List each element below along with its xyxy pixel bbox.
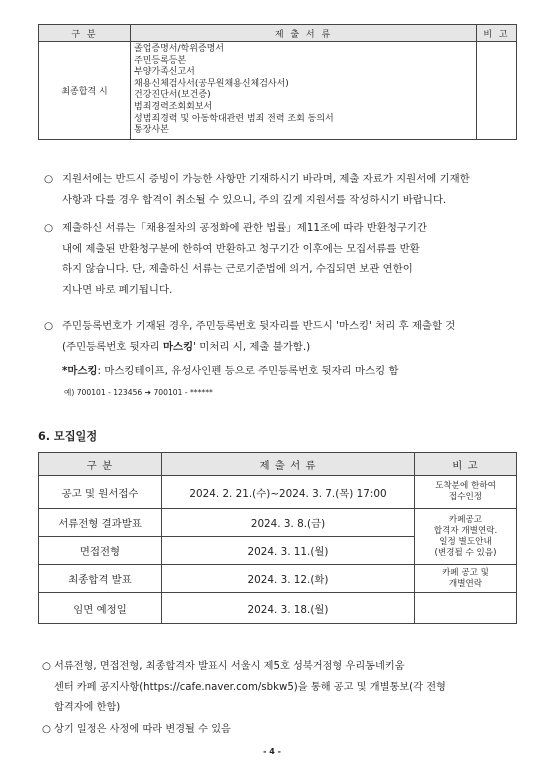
document-item: 부양가족신고서 [134, 67, 195, 78]
remarks-cell [477, 42, 517, 140]
header-documents: 제 출 서 류 [162, 453, 415, 476]
header-remarks: 비 고 [477, 25, 517, 42]
document-item: 성범죄경력 및 아동학대관련 범죄 전력 조회 동의서 [134, 113, 334, 124]
note-announcement: ○ 서류전형, 면접전형, 최종합격자 발표시 서울시 제5호 성북거점형 우리동네키움 센터 카페 공지사항(https://cafe.naver.com/sbkw5)을 통해 공고 및 개별통보(각 전형 합격자에 한함) [42, 657, 522, 719]
note-accuracy: ○ 지원서에는 반드시 증빙이 가능한 사항만 기재하시기 바라며, 제출 자료가 지원서에 기재한 사항과 다를 경우 합격이 취소될 수 있으니, 주의 깊게 지원서를 작성하시기 바랍니다. [44, 169, 524, 210]
masking-example: 예) 700101 - 123456 ➔ 700101 - ****** [64, 388, 213, 397]
note-schedule-change: ○ 상기 일정은 사정에 따라 변경될 수 있음 [42, 720, 522, 741]
documents-cell [131, 42, 477, 140]
header-documents: 제 출 서 류 [131, 25, 477, 42]
remark-cell: 카페공고 합격자 개별연락. 일정 별도안내 (변경될 수 있음) [415, 509, 517, 565]
document-item: 주민등록등본 [134, 55, 187, 66]
document-item: 건강진단서(보건증) [134, 90, 211, 101]
table-row: 서류전형 결과발표 2024. 3. 8.(금) 카페공고 합격자 개별연락. 일정 별도안내 (변경될 수 있음) [39, 509, 517, 537]
remark-cell: 카페 공고 및 개별연락 [415, 565, 517, 593]
table-row: 공고 및 원서접수 2024. 2. 21.(수)~2024. 3. 7.(목) 17:00 도착분에 한하여 접수인정 [39, 476, 517, 509]
document-item: 채용신체검사서(공무원채용신체검사서) [134, 78, 289, 89]
submission-documents-table [38, 24, 517, 140]
document-item: 통장사본 [134, 125, 169, 136]
table-row: 면접전형 2024. 3. 11.(월) [39, 537, 517, 565]
masking-definition: *마스킹: 마스킹테이프, 유성사인펜 등으로 주민등록번호 뒷자리 마스킹 함 [62, 365, 399, 377]
note-document-return: ○ 제출하신 서류는「채용절차의 공정화에 관한 법률」제11조에 따라 반환청구기간 내에 제출된 반환청구분에 한하여 반환하고 청구기간 이후에는 모집서류를 반환 하지 않습니다. 단, 제출하신 서류는 근로기준법에 의거, 수집되면 보관 연한이 지나면 바로 폐기됩니다. [44, 218, 524, 300]
table-row: 임면 예정일 2024. 3. 18.(월) [39, 593, 517, 624]
bullet-icon: ○ [44, 320, 54, 332]
table-row: 최종합격 발표 2024. 3. 12.(화) 카페 공고 및 개별연락 [39, 565, 517, 593]
bullet-icon: ○ [44, 222, 54, 234]
category-cell: 최종합격 시 [39, 42, 131, 140]
schedule-table [38, 452, 517, 624]
remark-cell: 도착분에 한하여 접수인정 [415, 476, 517, 509]
header-category: 구 분 [39, 453, 162, 476]
bullet-icon: ○ [42, 724, 51, 735]
section-title: 6. 모집일정 [38, 430, 98, 443]
document-item: 범죄경력조회회보서 [134, 101, 213, 112]
bullet-icon: ○ [42, 661, 51, 672]
document-item: 졸업증명서/학위증명서 [134, 44, 224, 54]
bullet-icon: ○ [44, 173, 54, 185]
header-remarks: 비 고 [415, 453, 517, 476]
header-category: 구 분 [39, 25, 131, 42]
note-masking: ○ 주민등록번호가 기재된 경우, 주민등록번호 뒷자리를 반드시 '마스킹' 처리 후 제출할 것 (주민등록번호 뒷자리 마스킹' 미처리 시, 제출 불가함.) [44, 316, 524, 357]
page-number: - 4 - [263, 747, 281, 756]
